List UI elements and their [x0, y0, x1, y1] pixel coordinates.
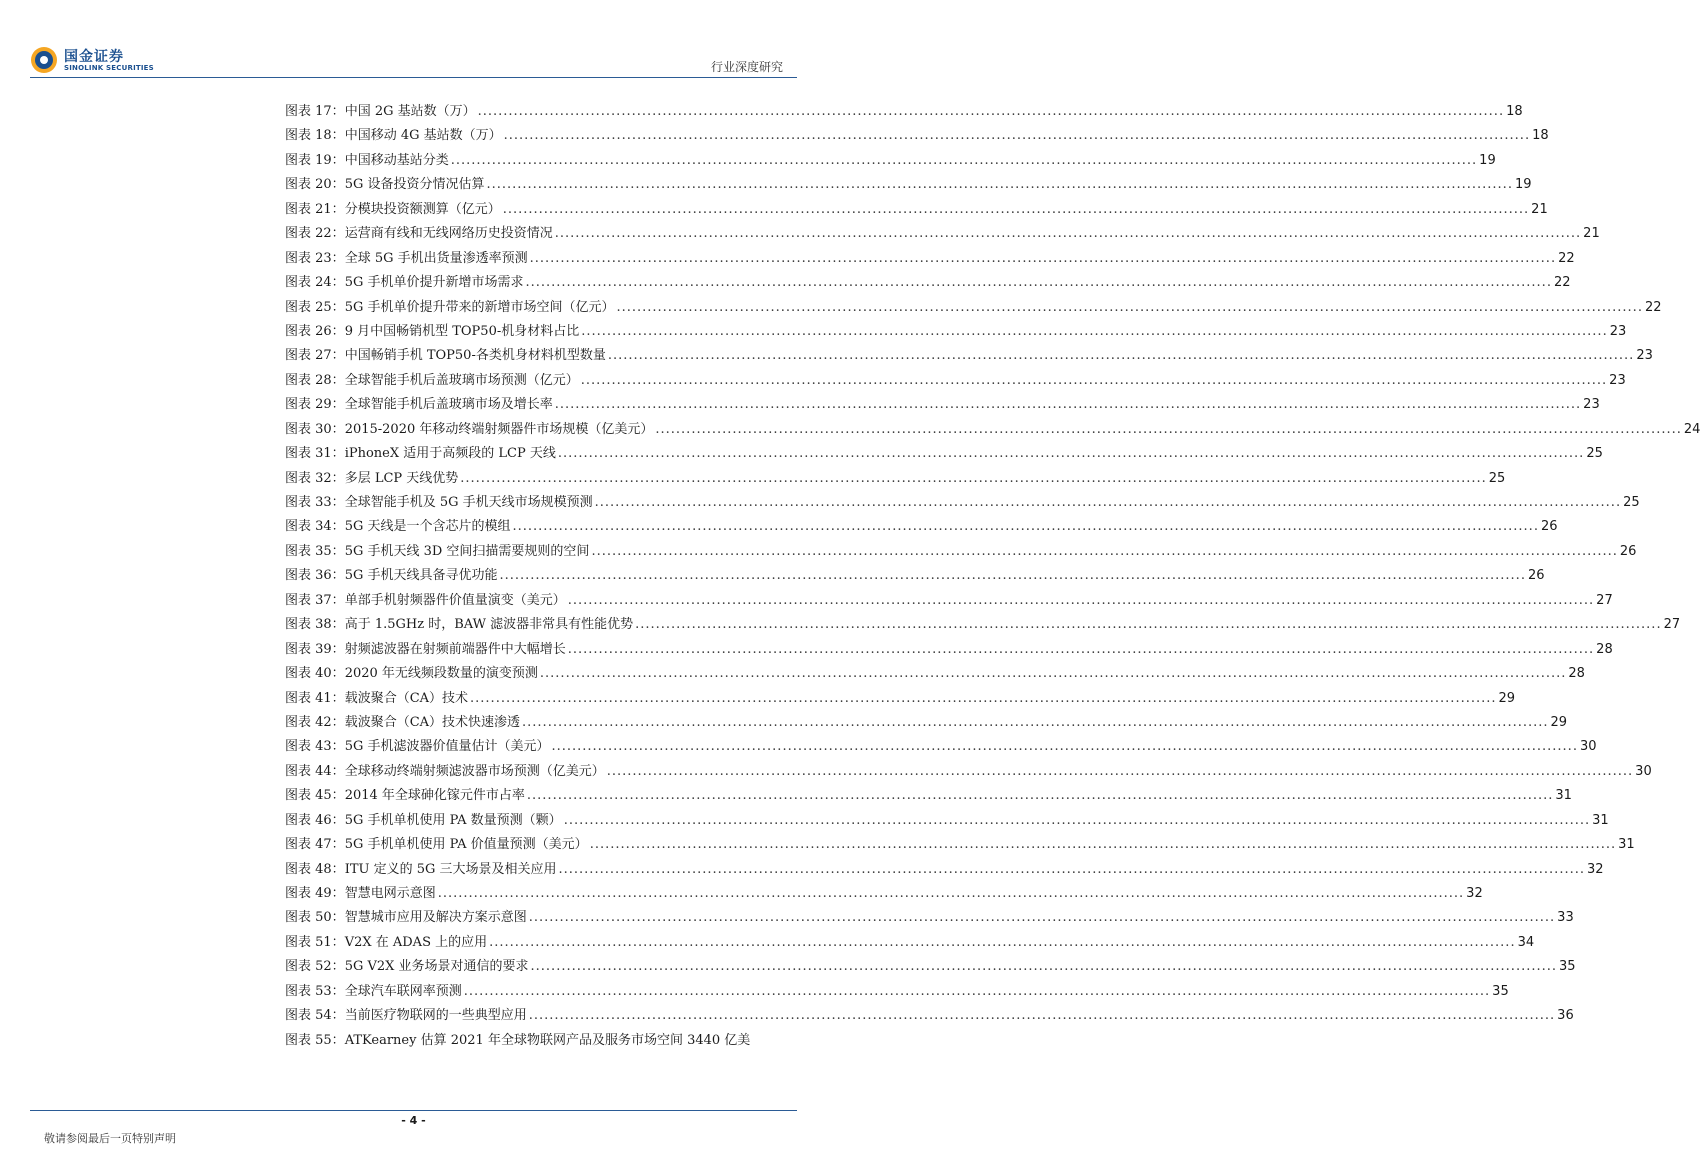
- toc-entry-title: 中国畅销手机 TOP50-各类机身材料机型数量: [344, 348, 606, 364]
- toc-entry-page: 32: [1466, 886, 1483, 901]
- toc-entry[interactable]: [285, 369, 1626, 393]
- toc-entry-label: 图表 24：: [285, 275, 345, 291]
- toc-entry-label: 图表 28：: [285, 372, 345, 388]
- footer-divider: [30, 1110, 797, 1111]
- toc-entry[interactable]: [285, 100, 1523, 124]
- toc-entry[interactable]: [285, 980, 1509, 1004]
- toc-entry-label: 图表 20：: [285, 177, 345, 193]
- toc-entry-title: 5G 手机单机使用 PA 数量预测（颗）: [344, 812, 562, 828]
- page-header: [0, 0, 827, 80]
- toc-entry-title: 全球智能手机后盖玻璃市场预测（亿元）: [344, 372, 579, 388]
- toc-leader-dots: ........................................................................................................................................................................................................: [486, 177, 1513, 193]
- toc-leader-dots: ........................................................................................................................................................................................................: [558, 861, 1585, 877]
- toc-entry-title: 全球智能手机及 5G 手机天线市场规模预测: [344, 495, 593, 510]
- toc-entry-label: 图表 46：: [285, 812, 345, 828]
- toc-entry[interactable]: [285, 955, 1576, 979]
- toc-entry-page: 29: [1550, 714, 1568, 730]
- toc-leader-dots: ........................................................................................................................................................................................................: [554, 226, 1582, 242]
- toc-leader-dots: ........................................................................................................................................................................................................: [463, 983, 1491, 999]
- toc-leader-dots: ........................................................................................................................................................................................................: [529, 250, 1557, 266]
- toc-entry[interactable]: [285, 296, 1662, 320]
- toc-entry-page: 23: [1583, 397, 1600, 413]
- toc-entry[interactable]: [285, 1029, 785, 1053]
- toc-leader-dots: ........................................................................................................................................................................................................: [489, 934, 1516, 950]
- toc-leader-dots: ........................................................................................................................................................................................................: [591, 543, 1618, 559]
- toc-leader-dots: ........................................................................................................................................................................................................: [522, 714, 1549, 730]
- toc-entry-page: 30: [1579, 739, 1597, 755]
- toc-entry[interactable]: [285, 858, 1604, 882]
- toc-entry-page: 27: [1596, 592, 1613, 608]
- toc-leader-dots: ........................................................................................................................................................................................................: [607, 348, 1635, 364]
- toc-entry-page: 28: [1568, 666, 1585, 682]
- toc-entry-label: 图表 49：: [285, 886, 345, 901]
- toc-entry-title: 中国移动 4G 基站数（万）: [344, 128, 502, 144]
- toc-entry[interactable]: [285, 515, 1558, 539]
- toc-entry[interactable]: [285, 931, 1535, 955]
- toc-entry-page: 30: [1635, 763, 1652, 779]
- toc-entry-page: 18: [1506, 104, 1523, 119]
- toc-entry[interactable]: [285, 149, 1496, 173]
- toc-leader-dots: ........................................................................................................................................................................................................: [503, 128, 1531, 144]
- toc-leader-dots: ........................................................................................................................................................................................................: [563, 812, 1591, 828]
- toc-entry-label: 图表 17：: [285, 104, 345, 119]
- toc-entry-title: iPhoneX 适用于高频段的 LCP 天线: [344, 446, 556, 462]
- toc-entry-title: 5G 设备投资分情况估算: [344, 177, 485, 193]
- toc-entry-title: 当前医疗物联网的一些典型应用: [344, 1008, 527, 1024]
- toc-entry-page: 31: [1618, 837, 1635, 853]
- toc-entry-page: 26: [1540, 519, 1558, 535]
- toc-entry-label: 图表 25：: [285, 299, 345, 315]
- toc-entry-title: 单部手机射频器件价值量演变（美元）: [344, 592, 566, 608]
- toc-entry-title: 运营商有线和无线网络历史投资情况: [344, 226, 553, 242]
- toc-entry-title: 5G 手机滤波器价值量估计（美元）: [344, 739, 550, 755]
- toc-entry-title: 多层 LCP 天线优势: [344, 470, 459, 486]
- toc-entry-title: 2014 年全球砷化镓元件市占率: [344, 788, 525, 804]
- toc-entry[interactable]: [285, 198, 1548, 222]
- toc-entry-title: 5G V2X 业务场景对通信的要求: [344, 959, 529, 975]
- toc-entry-page: 21: [1583, 226, 1600, 242]
- toc-entry-title: 全球汽车联网率预测: [344, 983, 462, 999]
- toc-leader-dots: ........................................................................................................................................................................................................: [525, 275, 1552, 291]
- toc-entry[interactable]: [285, 613, 1681, 637]
- toc-entry-page: 25: [1488, 470, 1506, 486]
- toc-entry[interactable]: [285, 1004, 1574, 1028]
- toc-entry-title: 高于 1.5GHz 时，BAW 滤波器非常具有性能优势: [344, 617, 634, 633]
- toc-entry-label: 图表 36：: [285, 568, 345, 584]
- toc-entry-label: 图表 44：: [285, 763, 345, 779]
- toc-entry-page: 19: [1479, 152, 1496, 168]
- toc-entry-label: 图表 39：: [285, 641, 345, 657]
- toc-entry-label: 图表 55：: [285, 1032, 345, 1048]
- toc-entry-title: 智慧电网示意图: [344, 886, 436, 901]
- toc-leader-dots: ........................................................................................................................................................................................................: [528, 1008, 1556, 1024]
- toc-entry-label: 图表 29：: [285, 397, 345, 413]
- toc-entry-label: 图表 37：: [285, 592, 345, 608]
- toc-entry[interactable]: [285, 124, 1549, 148]
- toc-entry[interactable]: [285, 662, 1585, 686]
- toc-entry[interactable]: [285, 467, 1506, 491]
- toc-leader-dots: ........................................................................................................................................................................................................: [512, 519, 1539, 535]
- toc-entry-page: 32: [1586, 861, 1604, 877]
- toc-entry-page: 36: [1557, 1008, 1574, 1024]
- toc-leader-dots: ........................................................................................................................................................................................................: [655, 421, 1682, 437]
- toc-entry-page: 31: [1592, 812, 1609, 828]
- toc-entry-page: 22: [1644, 299, 1662, 315]
- toc-entry-label: 图表 43：: [285, 739, 345, 755]
- toc-leader-dots: ........................................................................................................................................................................................................: [477, 104, 1505, 119]
- toc-entry-page: 19: [1514, 177, 1532, 193]
- toc-leader-dots: ........................................................................................................................................................................................................: [581, 323, 1608, 339]
- toc-entry[interactable]: [285, 809, 1609, 833]
- toc-entry-page: 35: [1492, 983, 1509, 999]
- report-type: 行业深度研究: [710, 60, 783, 74]
- toc-entry[interactable]: [285, 784, 1572, 808]
- toc-leader-dots: ........................................................................................................................................................................................................: [567, 592, 1595, 608]
- toc-entry-label: 图表 26：: [285, 323, 345, 339]
- toc-entry-label: 图表 40：: [285, 666, 345, 682]
- toc-entry[interactable]: [285, 882, 1483, 906]
- toc-entry-page: 33: [1557, 910, 1574, 926]
- toc-entry-title: ATKearney 估算 2021 年全球物联网产品及服务市场空间 3440 亿美: [344, 1032, 751, 1048]
- toc-entry-title: 5G 手机单价提升新增市场需求: [344, 275, 524, 291]
- toc-entry-page: 22: [1553, 275, 1571, 291]
- toc-entry[interactable]: [285, 589, 1613, 613]
- page-number: - 4 -: [401, 1114, 426, 1127]
- toc-entry-label: 图表 32：: [285, 470, 345, 486]
- toc-entry[interactable]: [285, 711, 1568, 735]
- toc-entry-label: 图表 30：: [285, 421, 345, 437]
- toc-entry-page: 21: [1531, 201, 1548, 217]
- logo-text-cn: 国金证券: [64, 49, 124, 65]
- toc-leader-dots: ........................................................................................................................................................................................................: [580, 372, 1608, 388]
- toc-entry-title: 全球 5G 手机出货量渗透率预测: [344, 250, 528, 266]
- toc-leader-dots: ........................................................................................................................................................................................................: [502, 201, 1530, 217]
- disclaimer-note: 敬请参阅最后一页特别声明: [44, 1132, 176, 1145]
- toc-entry-title: 全球移动终端射频滤波器市场预测（亿美元）: [344, 763, 605, 779]
- toc-entry-label: 图表 19：: [285, 152, 345, 168]
- toc-leader-dots: ........................................................................................................................................................................................................: [460, 470, 1487, 486]
- toc-entry-title: 载波聚合（CA）技术快速渗透: [344, 714, 521, 730]
- toc-leader-dots: ........................................................................................................................................................................................................: [594, 495, 1622, 510]
- toc-entry-page: 26: [1619, 543, 1637, 559]
- toc-entry-page: 34: [1517, 934, 1535, 950]
- toc-entry-label: 图表 51：: [285, 934, 345, 950]
- toc-entry-title: 分模块投资额测算（亿元）: [344, 201, 501, 217]
- toc-entry-label: 图表 38：: [285, 617, 345, 633]
- toc-leader-dots: ........................................................................................................................................................................................................: [589, 837, 1617, 853]
- toc-leader-dots: ........................................................................................................................................................................................................: [437, 886, 1465, 901]
- figure-list: [285, 100, 1700, 1053]
- toc-entry-title: 5G 手机天线 3D 空间扫描需要规则的空间: [344, 543, 590, 559]
- toc-entry-label: 图表 47：: [285, 837, 345, 853]
- toc-leader-dots: ........................................................................................................................................................................................................: [539, 666, 1567, 682]
- toc-entry[interactable]: [285, 638, 1613, 662]
- toc-entry-page: 23: [1636, 348, 1653, 364]
- toc-entry-label: 图表 22：: [285, 226, 345, 242]
- toc-entry-page: 23: [1609, 372, 1626, 388]
- toc-entry-title: ITU 定义的 5G 三大场景及相关应用: [344, 861, 557, 877]
- toc-leader-dots: ........................................................................................................................................................................................................: [635, 617, 1662, 633]
- header-divider: [30, 77, 797, 78]
- toc-entry-title: 智慧城市应用及解决方案示意图: [344, 910, 527, 926]
- toc-entry-title: 载波聚合（CA）技术: [344, 690, 469, 706]
- toc-entry[interactable]: [285, 491, 1640, 515]
- toc-entry-label: 图表 50：: [285, 910, 345, 926]
- toc-entry-label: 图表 23：: [285, 250, 345, 266]
- toc-entry-page: 27: [1663, 617, 1681, 633]
- toc-entry-title: 全球智能手机后盖玻璃市场及增长率: [344, 397, 553, 413]
- logo-mark-icon: [30, 46, 58, 74]
- toc-entry-label: 图表 35：: [285, 543, 345, 559]
- toc-entry-page: 22: [1558, 250, 1575, 266]
- company-logo: [30, 44, 160, 76]
- toc-entry[interactable]: [285, 344, 1653, 368]
- toc-leader-dots: ........................................................................................................................................................................................................: [470, 690, 1497, 706]
- toc-entry-label: 图表 27：: [285, 348, 345, 364]
- toc-entry-label: 图表 53：: [285, 983, 345, 999]
- toc-entry-page: 29: [1498, 690, 1516, 706]
- toc-entry[interactable]: [285, 760, 1652, 784]
- toc-entry[interactable]: [285, 442, 1603, 466]
- toc-entry[interactable]: [285, 271, 1571, 295]
- toc-entry-page: 25: [1623, 495, 1640, 510]
- toc-entry[interactable]: [285, 564, 1545, 588]
- toc-entry-label: 图表 18：: [285, 128, 345, 144]
- toc-entry[interactable]: [285, 687, 1516, 711]
- toc-leader-dots: ........................................................................................................................................................................................................: [557, 446, 1585, 462]
- toc-entry[interactable]: [285, 418, 1700, 442]
- toc-entry-title: 射频滤波器在射频前端器件中大幅增长: [344, 641, 566, 657]
- toc-leader-dots: ........................................................................................................................................................................................................: [526, 788, 1554, 804]
- toc-leader-dots: ........................................................................................................................................................................................................: [450, 152, 1478, 168]
- toc-leader-dots: ........................................................................................................................................................................................................: [606, 763, 1634, 779]
- toc-entry-label: 图表 21：: [285, 201, 345, 217]
- toc-entry-label: 图表 45：: [285, 788, 345, 804]
- toc-entry[interactable]: [285, 540, 1637, 564]
- toc-leader-dots: ........................................................................................................................................................................................................: [616, 299, 1643, 315]
- toc-entry-title: 2015-2020 年移动终端射频器件市场规模（亿美元）: [344, 421, 654, 437]
- toc-entry-page: 28: [1596, 641, 1613, 657]
- toc-leader-dots: ........................................................................................................................................................................................................: [499, 568, 1526, 584]
- toc-entry-title: 中国移动基站分类: [344, 152, 449, 168]
- toc-entry[interactable]: [285, 320, 1627, 344]
- toc-entry-title: 5G 天线是一个含芯片的模组: [344, 519, 511, 535]
- toc-leader-dots: ........................................................................................................................................................................................................: [567, 641, 1595, 657]
- toc-entry-page: 26: [1527, 568, 1545, 584]
- toc-entry-page: 31: [1555, 788, 1572, 804]
- toc-entry-label: 图表 31：: [285, 446, 345, 462]
- toc-entry[interactable]: [285, 735, 1597, 759]
- toc-entry-label: 图表 48：: [285, 861, 345, 877]
- toc-leader-dots: ........................................................................................................................................................................................................: [528, 910, 1556, 926]
- toc-entry-title: 5G 手机单机使用 PA 价值量预测（美元）: [344, 837, 588, 853]
- toc-entry-label: 图表 41：: [285, 690, 345, 706]
- toc-entry[interactable]: [285, 833, 1635, 857]
- toc-leader-dots: ........................................................................................................................................................................................................: [530, 959, 1557, 975]
- toc-entry-title: V2X 在 ADAS 上的应用: [344, 934, 488, 950]
- toc-entry-title: 中国 2G 基站数（万）: [344, 104, 476, 119]
- toc-entry-page: 24: [1683, 421, 1700, 437]
- toc-entry-page: 23: [1609, 323, 1627, 339]
- toc-leader-dots: ........................................................................................................................................................................................................: [554, 397, 1582, 413]
- toc-entry[interactable]: [285, 173, 1532, 197]
- toc-entry-label: 图表 33：: [285, 495, 345, 510]
- toc-entry-title: 5G 手机单价提升带来的新增市场空间（亿元）: [344, 299, 615, 315]
- toc-entry-title: 2020 年无线频段数量的演变预测: [344, 666, 538, 682]
- toc-entry-label: 图表 34：: [285, 519, 345, 535]
- toc-entry[interactable]: [285, 393, 1600, 417]
- toc-entry-page: 35: [1559, 959, 1576, 975]
- toc-leader-dots: ........................................................................................................................................................................................................: [551, 739, 1578, 755]
- toc-entry-page: 18: [1532, 128, 1549, 144]
- toc-entry-label: 图表 54：: [285, 1008, 345, 1024]
- toc-entry-title: 5G 手机天线具备寻优功能: [344, 568, 498, 584]
- toc-entry[interactable]: [285, 906, 1574, 930]
- toc-entry-label: 图表 42：: [285, 714, 345, 730]
- toc-entry-page: 25: [1586, 446, 1603, 462]
- toc-entry[interactable]: [285, 222, 1600, 246]
- toc-entry-title: 9 月中国畅销机型 TOP50-机身材料占比: [344, 323, 580, 339]
- logo-text-en: SINOLINK SECURITIES: [64, 64, 154, 72]
- toc-entry[interactable]: [285, 247, 1575, 271]
- toc-entry-label: 图表 52：: [285, 959, 345, 975]
